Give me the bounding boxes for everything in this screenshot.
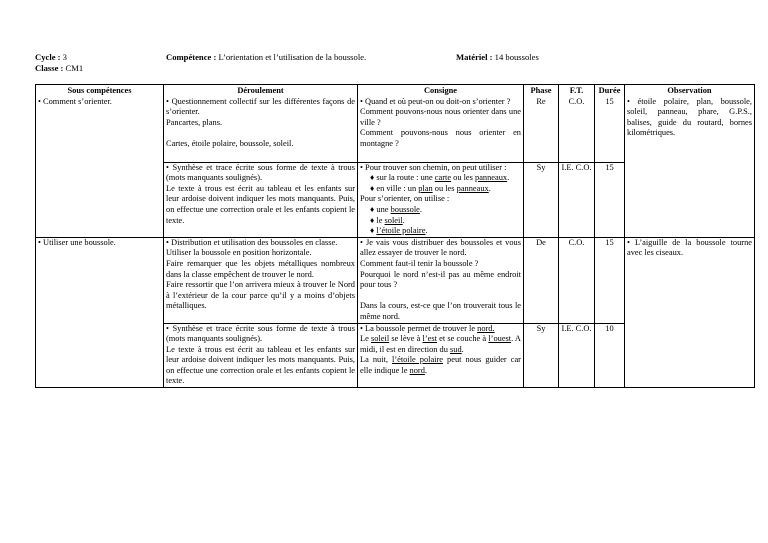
consigne-route: ♦ sur la route : une carte ou les panneaux. [360,173,521,184]
observation-text: • L’aiguille de la boussole tourne avec les ciseaux. [627,238,752,258]
deroulement-cell [164,97,358,163]
consigne-text: La nuit, l’étoile polaire peut nous guider car elle indique le nord. [360,355,521,375]
consigne-text: Dans la cours, est-ce que l’on trouverait tous le même nord. [360,301,521,321]
phase-cell: Sy [524,162,559,237]
consigne-text: • La boussole permet de trouver le nord. [360,324,521,335]
consigne-cell [358,237,524,323]
header-competence: Compétence : L’orientation et l’utilisation de la boussole. [166,52,367,62]
deroulement-text: • Questionnement collectif sur les différentes façons de s’orienter. [166,97,355,118]
table-row [36,97,755,163]
consigne-text: Comment faut-il tenir la boussole ? [360,258,479,268]
deroulement-text: Le texte à trous est écrit au tableau et les enfants sur leur ardoise doivent indiquer les mots manquants. Puis, on effectue une correction orale et les enfants copient le texte. [166,183,355,225]
consigne-text: Comment pouvons-nous nous orienter en montagne ? [360,128,521,148]
consigne-cell [358,162,524,237]
deroulement-text: Utiliser la boussole en position horizontale. [166,248,312,258]
ft-cell: I.E. C.O. [559,162,595,237]
ft-cell: C.O. [559,97,595,163]
lesson-table [35,84,755,388]
table-row [36,237,755,323]
header-cycle: Cycle : 3 [35,52,67,62]
observation-text: • étoile polaire, plan, boussole, soleil, panneau, phare, G.P.S., balises, guide du routard, bornes kilométriques. [627,97,752,138]
consigne-ville: ♦ en ville : un plan ou les panneaux. [360,184,521,195]
col-observation: Observation [625,85,755,97]
observation-cell [625,237,755,387]
consigne-item: ♦ le soleil. [360,216,521,227]
deroulement-text: • Distribution et utilisation des boussoles en classe. [166,238,355,249]
header-classe: Classe : CM1 [35,63,84,73]
spacer [166,128,355,139]
spacer [360,291,521,302]
col-ft: F.T. [559,85,595,97]
consigne-cell [358,97,524,163]
deroulement-text: Le texte à trous est écrit au tableau et les enfants sur leur ardoise doivent indiquer les mots manquants. Puis, on effectue une correction orale et les enfants copient le texte. [166,344,355,386]
phase-cell: Re [524,97,559,163]
sous-competence-cell [36,237,164,387]
col-sous-competences: Sous compétences [36,85,164,97]
consigne-text: Pour s’orienter, on utilise : [360,194,450,204]
duree-cell: 15 [595,162,625,237]
deroulement-text: Pancartes, plans. [166,117,223,127]
col-phase: Phase [524,85,559,97]
consigne-text: Le soleil se lève à l’est et se couche à l’ouest. A midi, il est en direction du sud. [360,334,521,354]
sous-competence: • Comment s’orienter. [38,97,112,106]
deroulement-text: Faire ressortir que l’on arrivera mieux à trouver le Nord à l’extérieur de la cour parce qu’il y a moins d’objets métalliques. [166,280,355,311]
ft-cell: C.O. [559,237,595,323]
consigne-text: • Pour trouver son chemin, on peut utiliser : [360,163,521,174]
consigne-text: • Quand et où peut-on ou doit-on s’orienter ? [360,97,521,108]
deroulement-text: Faire remarquer que les objets métalliques nombreux dans la classe empêchent de trouver le nord. [166,258,355,279]
sous-competence-cell [36,97,164,238]
ft-cell: I.E. C.O. [559,323,595,388]
consigne-item: ♦ une boussole. [360,205,521,216]
duree-cell: 15 [595,97,625,163]
consigne-cell [358,323,524,388]
consigne-text: • Je vais vous distribuer des boussoles et vous allez essayer de trouver le nord. [360,238,521,259]
phase-cell: Sy [524,323,559,388]
consigne-item: ♦ l’étoile polaire. [360,226,521,237]
sous-competence: • Utiliser une boussole. [38,238,116,247]
duree-cell: 10 [595,323,625,388]
col-consigne: Consigne [358,85,524,97]
consigne-text: Comment pouvons-nous nous orienter dans une ville ? [360,107,521,127]
col-deroulement: Déroulement [164,85,358,97]
deroulement-text: • Synthèse et trace écrite sous forme de texte à trous (mots manquants soulignés). [166,324,355,345]
consigne-text: Pourquoi le nord n’est-il pas au même endroit pour tous ? [360,269,521,290]
observation-cell [625,97,755,238]
header-materiel: Matériel : 14 boussoles [456,52,539,62]
duree-cell: 15 [595,237,625,323]
deroulement-cell [164,237,358,323]
deroulement-cell [164,323,358,388]
phase-cell: De [524,237,559,323]
deroulement-text: Cartes, étoile polaire, boussole, soleil. [166,138,294,148]
table-header-row [36,85,755,97]
deroulement-text: • Synthèse et trace écrite sous forme de texte à trous (mots manquants soulignés). [166,163,355,184]
col-duree: Durée [595,85,625,97]
deroulement-cell [164,162,358,237]
